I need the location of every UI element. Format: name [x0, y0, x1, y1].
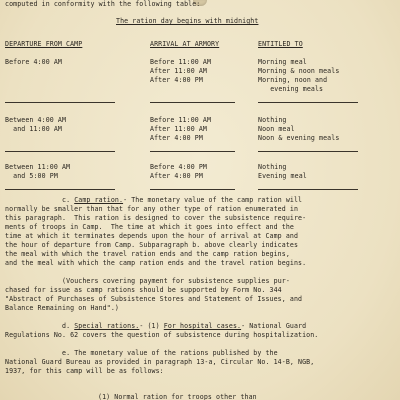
vouchers-line: Balance Remaining on Hand".) — [5, 304, 119, 312]
cutoff-line: (1) Normal ration for troops other than — [98, 393, 257, 400]
table-rule — [5, 151, 115, 152]
group-3-arrival-1: Before 4:00 PM — [150, 163, 207, 171]
group-3-departure-1: Between 11:00 AM — [5, 163, 71, 171]
para-e-line: 1937, for this camp will be as follows: — [5, 367, 164, 375]
group-3-departure-2: and 5:00 PM — [5, 172, 58, 180]
para-c-line: ments of troops in Camp. The time at which it goes into effect and the — [5, 223, 294, 231]
group-2-entitled-3: Noon & evening meals — [258, 134, 340, 142]
para-c-heading: Camp ration. — [74, 196, 124, 204]
para-c-line: and the meal with which the camp ration ends and the travel ration begins. — [5, 259, 307, 267]
header-departure: DEPARTURE FROM CAMP — [5, 40, 83, 48]
para-c-line-1: c. Camp ration.- The monetary value of the camp ration will — [62, 196, 303, 204]
group-2-entitled-1: Nothing — [258, 116, 287, 124]
header-entitled: ENTITLED TO — [258, 40, 303, 48]
table-rule — [258, 151, 358, 152]
group-1-departure: Before 4:00 AM — [5, 58, 62, 66]
table-title: The ration day begins with midnight — [116, 17, 259, 25]
group-1-entitled-1: Morning meal — [258, 58, 307, 66]
table-rule — [5, 189, 115, 190]
group-2-arrival-1: Before 11:00 AM — [150, 116, 212, 124]
table-rule — [5, 102, 115, 103]
vouchers-line: "Abstract of Purchases of Subsistence Stores and Statement of Issues, and — [5, 295, 303, 303]
group-2-departure-2: and 11:00 AM — [5, 125, 62, 133]
para-c-line: the meal with which the travel ration ends and the camp ration begins, — [5, 250, 290, 258]
table-rule — [150, 151, 235, 152]
header-arrival: ARRIVAL AT ARMORY — [150, 40, 220, 48]
para-d-heading: Special rations. — [74, 322, 140, 330]
vouchers-line: (Vouchers covering payment for subsistence supplies pur- — [62, 277, 290, 285]
group-2-arrival-2: After 11:00 AM — [150, 125, 207, 133]
group-1-arrival-1: Before 11:00 AM — [150, 58, 212, 66]
group-1-entitled-3: Morning, noon and — [258, 76, 328, 84]
group-3-entitled-1: Nothing — [258, 163, 287, 171]
table-rule — [150, 189, 235, 190]
group-3-arrival-2: After 4:00 PM — [150, 172, 203, 180]
para-c-line: time at which it terminates depends upon the hour of arrival at Camp and — [5, 232, 299, 240]
group-1-entitled-2: Morning & noon meals — [258, 67, 340, 75]
para-c-label: c. — [62, 196, 71, 204]
para-e-line: National Guard Bureau as provided in paragraph 13-a, Circular No. 14-B, NGB, — [5, 358, 315, 366]
group-2-departure-1: Between 4:00 AM — [5, 116, 67, 124]
table-rule — [258, 189, 358, 190]
group-3-entitled-2: Evening meal — [258, 172, 307, 180]
vouchers-line: chased for issue as camp rations should be supported by Form No. 344 — [5, 286, 282, 294]
group-2-entitled-2: Noon meal — [258, 125, 295, 133]
group-1-entitled-4: evening meals — [258, 85, 324, 93]
table-rule — [150, 102, 235, 103]
para-c-line: the hour of departure from Camp. Subparagraph b. above clearly indicates — [5, 241, 299, 249]
para-e-line: e. The monetary value of the rations published by the — [62, 349, 278, 357]
group-1-arrival-3: After 4:00 PM — [150, 76, 203, 84]
para-c-line: this paragraph. This ration is designed to cover the subsistence require- — [5, 214, 307, 222]
group-2-arrival-3: After 4:00 PM — [150, 134, 203, 142]
para-d-line-1: d. Special rations.- (1) For hospital cases.- National Guard — [62, 322, 307, 330]
para-c-line: normally be smaller than that for any other type of ration enumerated in — [5, 205, 299, 213]
group-1-arrival-2: After 11:00 AM — [150, 67, 207, 75]
para-d-line-2: Regulations No. 62 covers the question of subsistence during hospitalization. — [5, 331, 319, 339]
intro-line: computed in conformity with the following table: — [5, 0, 201, 8]
table-rule — [258, 102, 358, 103]
para-d-subheading: For hospital cases. — [163, 322, 242, 330]
